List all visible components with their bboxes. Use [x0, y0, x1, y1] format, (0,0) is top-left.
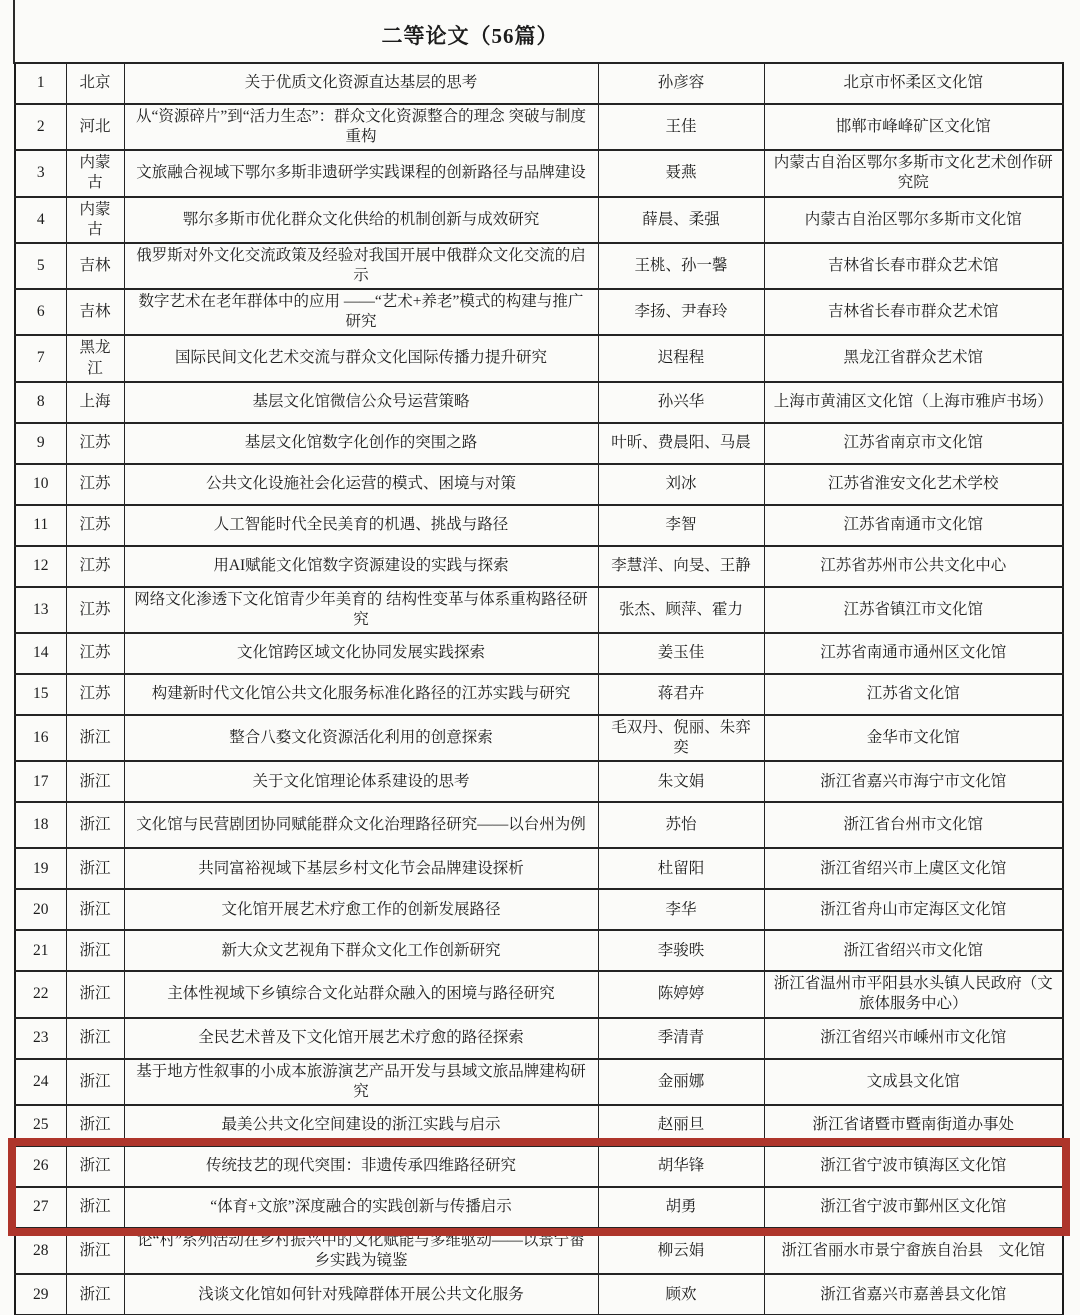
cell-province: 吉林	[66, 289, 124, 335]
cell-index: 10	[15, 464, 66, 505]
table-row	[15, 930, 1063, 971]
cell-index: 21	[15, 930, 66, 971]
cell-province: 浙江	[66, 889, 124, 930]
cell-index: 11	[15, 505, 66, 546]
cell-province: 黑龙江	[66, 335, 124, 381]
cell-paper-title: 文旅融合视域下鄂尔多斯非遗研学实践课程的创新路径与品牌建设	[124, 150, 598, 196]
cell-province: 浙江	[66, 1146, 124, 1187]
cell-authors: 李慧洋、向旻、王静	[598, 546, 764, 587]
cell-authors: 迟程程	[598, 335, 764, 381]
table-row	[15, 1228, 1063, 1274]
cell-province: 浙江	[66, 802, 124, 848]
cell-authors: 陈婷婷	[598, 971, 764, 1017]
cell-index: 22	[15, 971, 66, 1017]
cell-organization: 浙江省绍兴市上虞区文化馆	[764, 848, 1063, 889]
cell-province: 内蒙古	[66, 150, 124, 196]
cell-index: 23	[15, 1018, 66, 1059]
cell-paper-title: 基于地方性叙事的小成本旅游演艺产品开发与县域文旅品牌建构研究	[124, 1059, 598, 1105]
cell-organization: 浙江省台州市文化馆	[764, 802, 1063, 848]
cell-authors: 胡华锋	[598, 1146, 764, 1187]
cell-authors: 朱文娟	[598, 761, 764, 802]
cell-organization: 上海市黄浦区文化馆（上海市雅庐书场）	[764, 382, 1063, 423]
cell-index: 14	[15, 633, 66, 674]
cell-authors: 孙兴华	[598, 382, 764, 423]
cell-index: 2	[15, 104, 66, 150]
table-row	[15, 150, 1063, 196]
cell-index: 17	[15, 761, 66, 802]
cell-organization: 江苏省南通市文化馆	[764, 505, 1063, 546]
cell-paper-title: 国际民间文化艺术交流与群众文化国际传播力提升研究	[124, 335, 598, 381]
cell-paper-title: 基层文化馆数字化创作的突围之路	[124, 423, 598, 464]
cell-organization: 内蒙古自治区鄂尔多斯市文化馆	[764, 197, 1063, 243]
cell-paper-title: 整合八婺文化资源活化利用的创意探索	[124, 715, 598, 761]
cell-organization: 江苏省文化馆	[764, 674, 1063, 715]
cell-index: 24	[15, 1059, 66, 1105]
table-row	[15, 674, 1063, 715]
table-row	[15, 1105, 1063, 1146]
cell-organization: 江苏省南京市文化馆	[764, 423, 1063, 464]
papers-table-body	[15, 63, 1063, 1315]
cell-province: 浙江	[66, 930, 124, 971]
cell-index: 7	[15, 335, 66, 381]
cell-organization: 浙江省嘉兴市嘉善县文化馆	[764, 1274, 1063, 1315]
table-row	[15, 335, 1063, 381]
cell-organization: 浙江省宁波市镇海区文化馆	[764, 1146, 1063, 1187]
cell-province: 江苏	[66, 464, 124, 505]
table-row	[15, 587, 1063, 633]
cell-province: 浙江	[66, 1059, 124, 1105]
table-row	[15, 464, 1063, 505]
cell-organization: 江苏省南通市通州区文化馆	[764, 633, 1063, 674]
table-row	[15, 1187, 1063, 1228]
cell-province: 内蒙古	[66, 197, 124, 243]
cell-province: 浙江	[66, 1187, 124, 1228]
cell-index: 18	[15, 802, 66, 848]
cell-authors: 毛双丹、倪丽、朱弈奕	[598, 715, 764, 761]
cell-index: 13	[15, 587, 66, 633]
table-row	[15, 243, 1063, 289]
cell-province: 江苏	[66, 505, 124, 546]
cell-province: 浙江	[66, 848, 124, 889]
cell-index: 16	[15, 715, 66, 761]
cell-authors: 王桃、孙一馨	[598, 243, 764, 289]
cell-province: 吉林	[66, 243, 124, 289]
cell-province: 浙江	[66, 1018, 124, 1059]
cell-index: 20	[15, 889, 66, 930]
cell-paper-title: 用AI赋能文化馆数字资源建设的实践与探索	[124, 546, 598, 587]
cell-organization: 金华市文化馆	[764, 715, 1063, 761]
cell-province: 北京	[66, 63, 124, 104]
cell-organization: 浙江省绍兴市嵊州市文化馆	[764, 1018, 1063, 1059]
cell-paper-title: 基层文化馆微信公众号运营策略	[124, 382, 598, 423]
table-row	[15, 423, 1063, 464]
cell-paper-title: 关于文化馆理论体系建设的思考	[124, 761, 598, 802]
cell-authors: 李扬、尹春玲	[598, 289, 764, 335]
cell-paper-title: 俄罗斯对外文化交流政策及经验对我国开展中俄群众文化交流的启示	[124, 243, 598, 289]
table-row	[15, 633, 1063, 674]
cell-province: 浙江	[66, 1228, 124, 1274]
cell-paper-title: 传统技艺的现代突围：非遗传承四维路径研究	[124, 1146, 598, 1187]
cell-province: 江苏	[66, 633, 124, 674]
cell-authors: 季清青	[598, 1018, 764, 1059]
cell-province: 浙江	[66, 715, 124, 761]
cell-paper-title: 从“资源碎片”到“活力生态”：群众文化资源整合的理念 突破与制度重构	[124, 104, 598, 150]
cell-province: 浙江	[66, 1105, 124, 1146]
cell-index: 15	[15, 674, 66, 715]
table-row	[15, 1274, 1063, 1315]
table-row	[15, 1018, 1063, 1059]
cell-paper-title: 关于优质文化资源直达基层的思考	[124, 63, 598, 104]
cell-province: 浙江	[66, 1274, 124, 1315]
cell-index: 5	[15, 243, 66, 289]
cell-authors: 王佳	[598, 104, 764, 150]
cell-organization: 吉林省长春市群众艺术馆	[764, 289, 1063, 335]
table-row	[15, 889, 1063, 930]
cell-authors: 顾欢	[598, 1274, 764, 1315]
table-row	[15, 63, 1063, 104]
cell-authors: 金丽娜	[598, 1059, 764, 1105]
cell-province: 江苏	[66, 674, 124, 715]
cell-paper-title: 数字艺术在老年群体中的应用 ——“艺术+养老”模式的构建与推广研究	[124, 289, 598, 335]
cell-authors: 叶昕、费晨阳、马晨	[598, 423, 764, 464]
cell-authors: 李智	[598, 505, 764, 546]
cell-organization: 浙江省舟山市定海区文化馆	[764, 889, 1063, 930]
cell-paper-title: 最美公共文化空间建设的浙江实践与启示	[124, 1105, 598, 1146]
cell-authors: 姜玉佳	[598, 633, 764, 674]
cell-authors: 孙彦容	[598, 63, 764, 104]
cell-organization: 江苏省苏州市公共文化中心	[764, 546, 1063, 587]
cell-organization: 浙江省绍兴市文化馆	[764, 930, 1063, 971]
cell-organization: 北京市怀柔区文化馆	[764, 63, 1063, 104]
cell-authors: 薛晨、柔强	[598, 197, 764, 243]
cell-authors: 柳云娟	[598, 1228, 764, 1274]
cell-province: 江苏	[66, 546, 124, 587]
table-row	[15, 546, 1063, 587]
cell-paper-title: 文化馆跨区域文化协同发展实践探索	[124, 633, 598, 674]
cell-authors: 蒋君卉	[598, 674, 764, 715]
cell-paper-title: 全民艺术普及下文化馆开展艺术疗愈的路径探索	[124, 1018, 598, 1059]
cell-paper-title: 新大众文艺视角下群众文化工作创新研究	[124, 930, 598, 971]
cell-index: 28	[15, 1228, 66, 1274]
table-row	[15, 761, 1063, 802]
cell-organization: 浙江省丽水市景宁畲族自治县 文化馆	[764, 1228, 1063, 1274]
cell-authors: 刘冰	[598, 464, 764, 505]
cell-authors: 李华	[598, 889, 764, 930]
cell-paper-title: 论“村”系列活动在乡村振兴中的文化赋能与多维驱动——以景宁畲乡实践为镜鉴	[124, 1228, 598, 1274]
cell-index: 4	[15, 197, 66, 243]
cell-province: 浙江	[66, 971, 124, 1017]
cell-organization: 吉林省长春市群众艺术馆	[764, 243, 1063, 289]
cell-organization: 内蒙古自治区鄂尔多斯市文化艺术创作研究院	[764, 150, 1063, 196]
cell-province: 浙江	[66, 761, 124, 802]
cell-province: 江苏	[66, 587, 124, 633]
cell-authors: 胡勇	[598, 1187, 764, 1228]
cell-index: 3	[15, 150, 66, 196]
cell-organization: 江苏省淮安文化艺术学校	[764, 464, 1063, 505]
cell-index: 27	[15, 1187, 66, 1228]
cell-organization: 邯郸市峰峰矿区文化馆	[764, 104, 1063, 150]
table-row	[15, 848, 1063, 889]
cell-index: 8	[15, 382, 66, 423]
cell-province: 上海	[66, 382, 124, 423]
table-row	[15, 802, 1063, 848]
cell-paper-title: “体育+文旅”深度融合的实践创新与传播启示	[124, 1187, 598, 1228]
cell-paper-title: 主体性视域下乡镇综合文化站群众融入的困境与路径研究	[124, 971, 598, 1017]
cell-authors: 张杰、顾萍、霍力	[598, 587, 764, 633]
table-row	[15, 289, 1063, 335]
cell-organization: 浙江省温州市平阳县水头镇人民政府（文旅体服务中心）	[764, 971, 1063, 1017]
cell-authors: 苏怡	[598, 802, 764, 848]
cell-index: 25	[15, 1105, 66, 1146]
table-row	[15, 505, 1063, 546]
cell-paper-title: 构建新时代文化馆公共文化服务标准化路径的江苏实践与研究	[124, 674, 598, 715]
cell-paper-title: 文化馆与民营剧团协同赋能群众文化治理路径研究——以台州为例	[124, 802, 598, 848]
table-row	[15, 1146, 1063, 1187]
cell-organization: 浙江省诸暨市暨南街道办事处	[764, 1105, 1063, 1146]
cell-index: 6	[15, 289, 66, 335]
cell-organization: 浙江省宁波市鄞州区文化馆	[764, 1187, 1063, 1228]
table-row	[15, 104, 1063, 150]
table-row	[15, 971, 1063, 1017]
table-row	[15, 382, 1063, 423]
cell-paper-title: 鄂尔多斯市优化群众文化供给的机制创新与成效研究	[124, 197, 598, 243]
cell-paper-title: 共同富裕视域下基层乡村文化节会品牌建设探析	[124, 848, 598, 889]
cell-organization: 浙江省嘉兴市海宁市文化馆	[764, 761, 1063, 802]
cell-index: 1	[15, 63, 66, 104]
section-title: 二等论文（56篇）	[381, 24, 559, 48]
cell-paper-title: 人工智能时代全民美育的机遇、挑战与路径	[124, 505, 598, 546]
table-row	[15, 715, 1063, 761]
cell-authors: 李骏昳	[598, 930, 764, 971]
cell-index: 19	[15, 848, 66, 889]
cell-organization: 文成县文化馆	[764, 1059, 1063, 1105]
papers-table	[14, 62, 1064, 1315]
cell-authors: 聂燕	[598, 150, 764, 196]
cell-organization: 江苏省镇江市文化馆	[764, 587, 1063, 633]
cell-paper-title: 浅谈文化馆如何针对残障群体开展公共文化服务	[124, 1274, 598, 1315]
cell-organization: 黑龙江省群众艺术馆	[764, 335, 1063, 381]
cell-index: 12	[15, 546, 66, 587]
cell-paper-title: 文化馆开展艺术疗愈工作的创新发展路径	[124, 889, 598, 930]
table-row	[15, 1059, 1063, 1105]
cell-paper-title: 网络文化渗透下文化馆青少年美育的 结构性变革与体系重构路径研究	[124, 587, 598, 633]
cell-province: 河北	[66, 104, 124, 150]
cell-index: 29	[15, 1274, 66, 1315]
cell-authors: 杜留阳	[598, 848, 764, 889]
cell-authors: 赵丽旦	[598, 1105, 764, 1146]
table-row	[15, 197, 1063, 243]
cell-province: 江苏	[66, 423, 124, 464]
cell-paper-title: 公共文化设施社会化运营的模式、困境与对策	[124, 464, 598, 505]
cell-index: 9	[15, 423, 66, 464]
cell-index: 26	[15, 1146, 66, 1187]
